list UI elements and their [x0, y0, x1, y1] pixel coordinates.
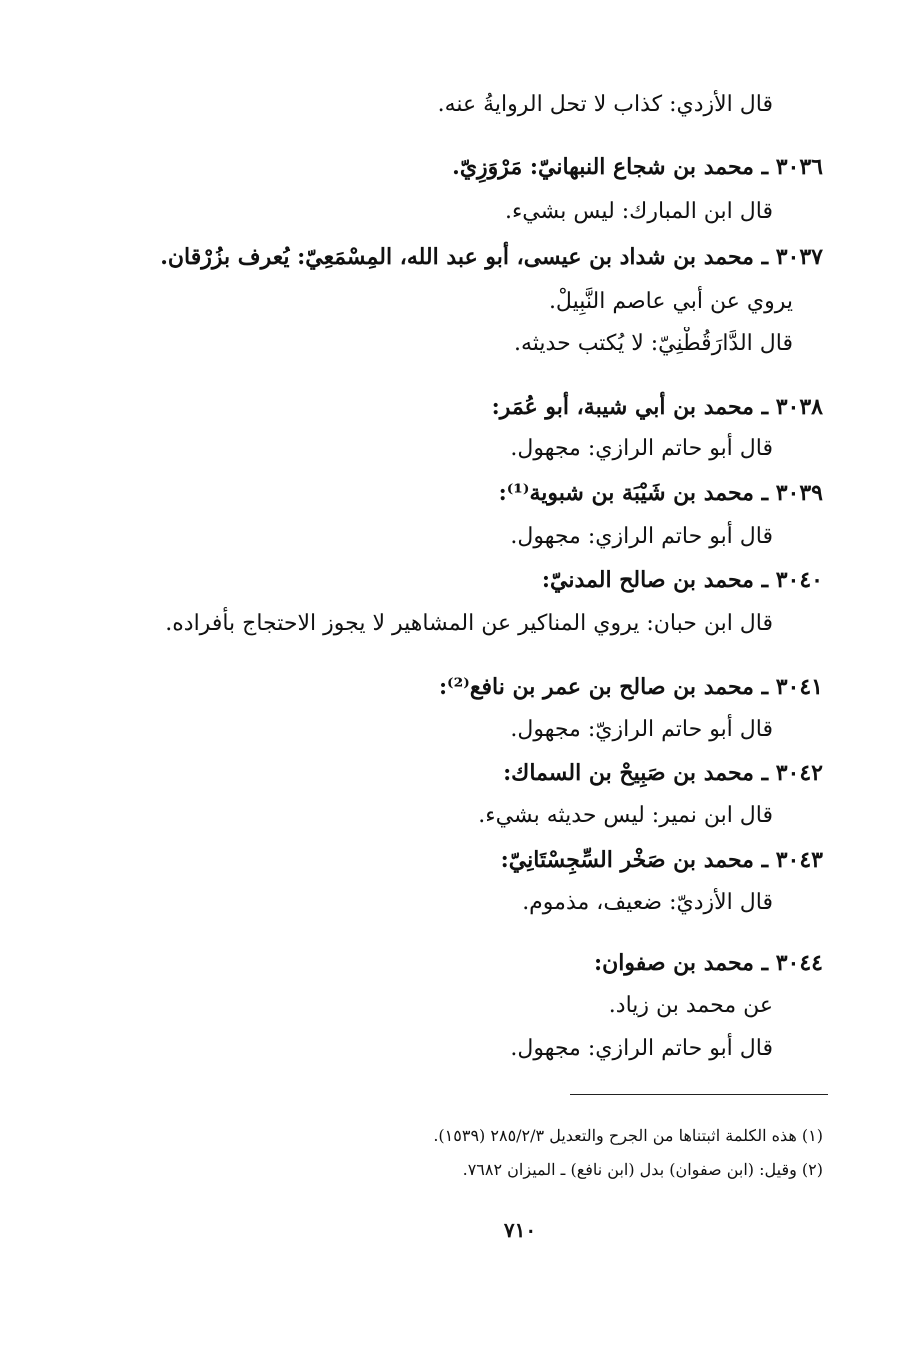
entry-heading-3038: ٣٠٣٨ ـ محمد بن أبي شيبة، أبو عُمَر:: [491, 394, 823, 420]
text-line: عن محمد بن زياد.: [608, 993, 773, 1018]
text-line: قال أبو حاتم الرازي: مجهول.: [510, 436, 773, 461]
text-line: يروي عن أبي عاصم النَّبِيلْ.: [548, 289, 793, 314]
text-line: قال ابن نمير: ليس حديثه بشيء.: [478, 803, 773, 828]
text-line: قال الدَّارَقُطْنِيّ: لا يُكتب حديثه.: [514, 331, 793, 356]
entry-heading-3044: ٣٠٤٤ ـ محمد بن صفوان:: [593, 950, 823, 976]
entry-heading-3039: ٣٠٣٩ ـ محمد بن شَيْبَة بن شبوية⁽¹⁾:: [498, 480, 823, 506]
page-number: ٧١٠: [503, 1218, 537, 1242]
entry-heading-3037: ٣٠٣٧ ـ محمد بن شداد بن عيسى، أبو عبد الله، المِسْمَعِيّ: يُعرف بزُرْقان.: [160, 244, 823, 270]
text-line: قال أبو حاتم الرازي: مجهول.: [510, 524, 773, 549]
text-line: قال أبو حاتم الرازيّ: مجهول.: [510, 717, 773, 742]
footnote-1: (١) هذه الكلمة اثبتناها من الجرح والتعديل ٢٨٥/٢/٣ (١٥٣٩).: [433, 1126, 823, 1145]
entry-heading-3043: ٣٠٤٣ ـ محمد بن صَخْر السِّجِسْتَانِيّ:: [500, 847, 823, 873]
text-line: قال أبو حاتم الرازي: مجهول.: [510, 1036, 773, 1061]
entry-heading-3042: ٣٠٤٢ ـ محمد بن صَبِيحْ بن السماك:: [503, 760, 823, 786]
text-line: قال الأزديّ: ضعيف، مذموم.: [522, 890, 773, 915]
entry-heading-3041: ٣٠٤١ ـ محمد بن صالح بن عمر بن نافع⁽²⁾:: [438, 674, 823, 700]
text-line: قال ابن المبارك: ليس بشيء.: [504, 199, 773, 224]
text-line: قال الأزدي: كذاب لا تحل الروايةُ عنه.: [437, 92, 773, 117]
text-line: قال ابن حبان: يروي المناكير عن المشاهير لا يجوز الاحتجاج بأفراده.: [165, 611, 773, 636]
entry-heading-3036: ٣٠٣٦ ـ محمد بن شجاع النبهانيّ: مَرْوَزِيّ.: [452, 154, 823, 180]
footnote-divider: [570, 1094, 828, 1095]
entry-heading-3040: ٣٠٤٠ ـ محمد بن صالح المدنيّ:: [541, 567, 823, 593]
footnote-2: (٢) وقيل: (ابن صفوان) بدل (ابن نافع) ـ الميزان ٧٦٨٢.: [462, 1160, 823, 1179]
